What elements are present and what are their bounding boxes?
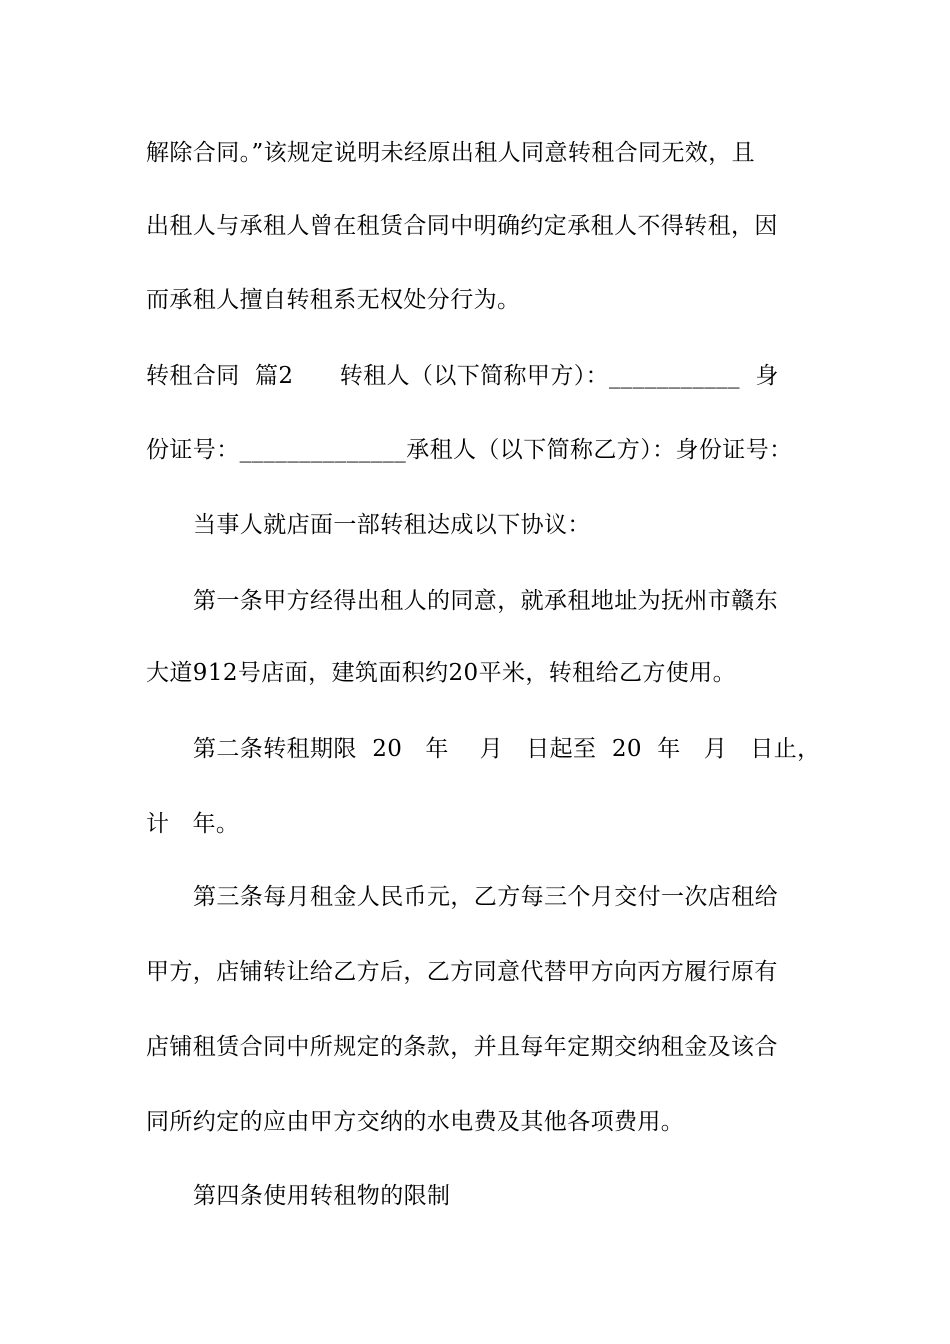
text-line: 解除合同。”该规定说明未经原出租人同意转租合同无效，且	[146, 140, 756, 166]
text-line: 而承租人擅自转租系无权处分行为。	[146, 287, 521, 313]
paragraph-line: 第三条每月租金人民币元，乙方每三个月交付一次店租给	[193, 884, 778, 910]
paragraph-line: 第四条使用转租物的限制	[193, 1183, 451, 1209]
text-line: 计 年。	[146, 811, 240, 837]
paragraph-line: 第一条甲方经得出租人的同意，就承租地址为抚州市赣东	[193, 588, 778, 614]
text-line: 甲方，店铺转让给乙方后，乙方同意代替甲方向丙方履行原有	[146, 959, 778, 985]
text-line: 出租人与承租人曾在租赁合同中明确约定承租人不得转租，因	[146, 213, 778, 239]
text-line: 份证号：______________承租人（以下简称乙方）：身份证号：	[146, 437, 793, 463]
paragraph-line: 当事人就店面一部转租达成以下协议：	[193, 512, 591, 538]
section-heading-line: 转租合同 篇2 转租人（以下简称甲方）：___________ 身	[146, 363, 779, 389]
text-line: 同所约定的应由甲方交纳的水电费及其他各项费用。	[146, 1109, 685, 1135]
text-line: 店铺租赁合同中所规定的条款，并且每年定期交纳租金及该合	[146, 1034, 778, 1060]
paragraph-line: 第二条转租期限 20 年 月 日起至 20 年 月 日止，	[193, 736, 821, 762]
text-line: 大道912号店面，建筑面积约20平米，转租给乙方使用。	[146, 660, 736, 686]
